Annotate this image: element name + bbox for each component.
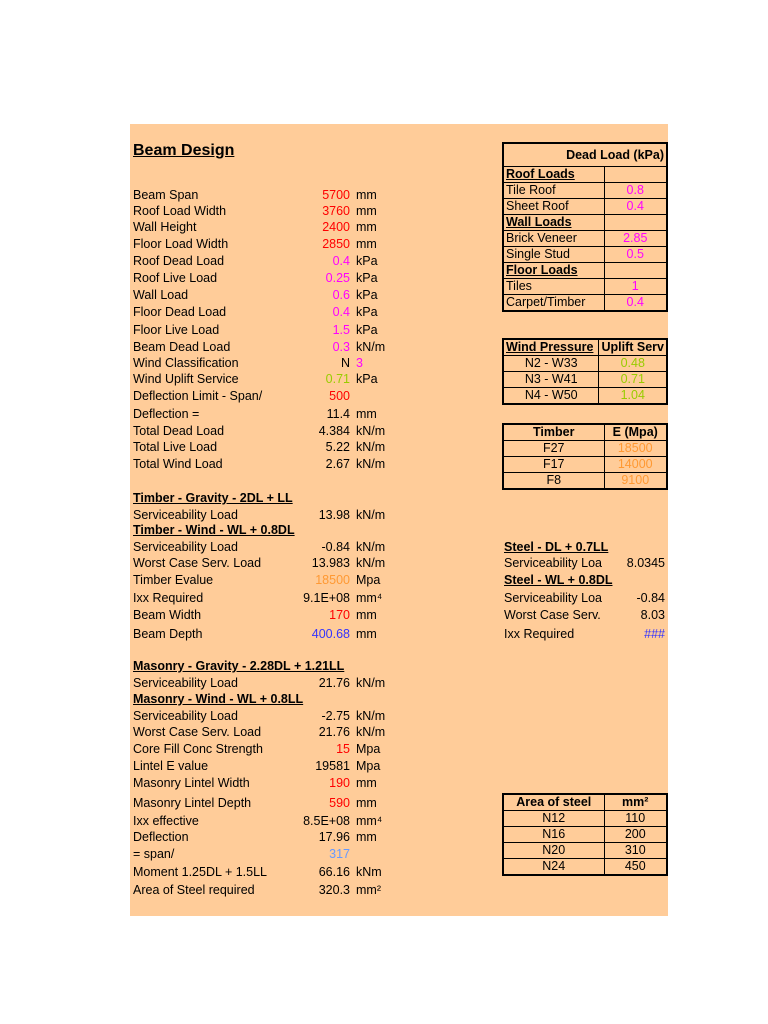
table-cell-label: Floor Loads xyxy=(503,263,604,279)
field-label: Roof Load Width xyxy=(133,204,227,218)
table-cell-label: Roof Loads xyxy=(503,167,604,183)
field-row xyxy=(133,507,413,523)
field-unit: kN/m xyxy=(356,540,386,554)
field-value: 8.0345 xyxy=(626,556,665,570)
table-row xyxy=(503,473,667,490)
field-label: Worst Case Serv. Load xyxy=(133,556,262,570)
timber-e-table xyxy=(502,423,668,490)
table-header-row xyxy=(503,143,667,167)
field-label: Total Wind Load xyxy=(133,457,223,471)
field-row xyxy=(133,253,413,269)
table-row xyxy=(503,356,667,372)
field-label: Deflection xyxy=(133,830,189,844)
field-row xyxy=(133,675,413,691)
table-cell-value: 2.85 xyxy=(604,231,667,247)
field-unit: mm xyxy=(356,830,377,844)
wind-pressure-table xyxy=(502,338,668,405)
table-cell-label: N3 - W41 xyxy=(503,372,599,388)
table-cell-value: 0.48 xyxy=(599,356,667,372)
field-unit: kN/m xyxy=(356,340,386,354)
field-row xyxy=(133,572,413,588)
field-value: 2400 xyxy=(322,220,350,234)
field-value: -0.84 xyxy=(636,591,665,605)
table-row xyxy=(503,372,667,388)
table-cell-value xyxy=(604,167,667,183)
table-cell-label: Carpet/Timber xyxy=(503,295,604,312)
section-header: Timber - Wind - WL + 0.8DL xyxy=(133,523,295,537)
field-row xyxy=(133,439,413,455)
table-header-row xyxy=(503,339,667,356)
field-value: 190 xyxy=(329,776,350,790)
field-value: 13.98 xyxy=(318,508,350,522)
field-row xyxy=(133,626,413,642)
field-unit: mm⁴ xyxy=(356,814,383,828)
field-label: Moment 1.25DL + 1.5LL xyxy=(133,865,267,879)
section-header: Masonry - Wind - WL + 0.8LL xyxy=(133,692,304,706)
table-cell-value xyxy=(604,263,667,279)
field-unit: kN/m xyxy=(356,725,386,739)
table-row xyxy=(503,263,667,279)
field-row xyxy=(133,829,413,845)
table-cell-value: 0.5 xyxy=(604,247,667,263)
field-unit: kPa xyxy=(356,254,378,268)
field-label: Ixx effective xyxy=(133,814,199,828)
table-cell-label: Brick Veneer xyxy=(503,231,604,247)
field-value: 0.6 xyxy=(332,288,350,302)
field-label: Roof Dead Load xyxy=(133,254,225,268)
field-label: Serviceability Load xyxy=(133,676,238,690)
field-value: 66.16 xyxy=(318,865,350,879)
field-row xyxy=(133,388,413,404)
field-unit: kN/m xyxy=(356,676,386,690)
field-unit: mm xyxy=(356,796,377,810)
table-row xyxy=(503,279,667,295)
field-value: 400.68 xyxy=(311,627,350,641)
field-value: 317 xyxy=(329,847,350,861)
table-header-row xyxy=(503,424,667,441)
field-value: 3760 xyxy=(322,204,350,218)
field-row xyxy=(133,203,413,219)
field-unit: mm xyxy=(356,188,377,202)
field-value: 13.983 xyxy=(311,556,350,570)
field-value: 15 xyxy=(336,742,350,756)
field-label: Beam Dead Load xyxy=(133,340,231,354)
field-unit: mm⁴ xyxy=(356,591,383,605)
page-title: Beam Design xyxy=(133,142,235,159)
field-row xyxy=(133,758,413,774)
field-label: Area of Steel required xyxy=(133,883,255,897)
table-cell-label: Sheet Roof xyxy=(503,199,604,215)
field-unit: mm xyxy=(356,204,377,218)
field-value: 5700 xyxy=(322,188,350,202)
field-value: 4.384 xyxy=(318,424,350,438)
field-value: 500 xyxy=(329,389,350,403)
table-cell-value: 0.8 xyxy=(604,183,667,199)
table-cell-value: 0.4 xyxy=(604,295,667,312)
field-unit: kPa xyxy=(356,305,378,319)
table-row xyxy=(503,457,667,473)
table-row xyxy=(503,247,667,263)
field-value: 21.76 xyxy=(318,725,350,739)
field-value: 5.22 xyxy=(325,440,350,454)
table-cell-value: 1 xyxy=(604,279,667,295)
field-label: Lintel E value xyxy=(133,759,209,773)
field-unit: mm xyxy=(356,776,377,790)
table-cell-label: N20 xyxy=(503,843,604,859)
field-label: Floor Load Width xyxy=(133,237,229,251)
field-row xyxy=(133,287,413,303)
field-value: 320.3 xyxy=(318,883,350,897)
field-value: 0.25 xyxy=(325,271,350,285)
table-cell-label: N24 xyxy=(503,859,604,876)
field-row xyxy=(133,371,413,387)
field-value: 8.5E+08 xyxy=(303,814,350,828)
field-value: 19581 xyxy=(315,759,350,773)
table-cell-value: 14000 xyxy=(604,457,667,473)
field-value: -2.75 xyxy=(321,709,350,723)
field-value: 590 xyxy=(329,796,350,810)
table-cell-value: 110 xyxy=(604,811,667,827)
table-cell-value: 9100 xyxy=(604,473,667,490)
field-row xyxy=(133,339,413,355)
field-row xyxy=(133,322,413,338)
field-value: ### xyxy=(644,627,665,641)
table-cell-value: 18500 xyxy=(604,441,667,457)
field-value: 170 xyxy=(329,608,350,622)
table-cell-value xyxy=(604,215,667,231)
field-value: 0.4 xyxy=(332,305,350,319)
field-value: 8.03 xyxy=(640,608,665,622)
field-row xyxy=(133,423,413,439)
field-label: Total Dead Load xyxy=(133,424,225,438)
field-value: 11.4 xyxy=(326,407,350,421)
table-header: Area of steel xyxy=(503,794,604,811)
section-header: Steel - DL + 0.7LL xyxy=(504,540,609,554)
field-unit: mm² xyxy=(356,883,381,897)
field-label: Beam Depth xyxy=(133,627,203,641)
field-value: 0.4 xyxy=(332,254,350,268)
field-unit: kN/m xyxy=(356,424,386,438)
field-label: Roof Live Load xyxy=(133,271,218,285)
section-header: Masonry - Gravity - 2.28DL + 1.21LL xyxy=(133,659,345,673)
table-cell-label: Wall Loads xyxy=(503,215,604,231)
field-value: -0.84 xyxy=(321,540,350,554)
field-label: Wind Uplift Service xyxy=(133,372,239,386)
table-row xyxy=(503,295,667,312)
field-label: = span/ xyxy=(133,847,175,861)
section-header: Timber - Gravity - 2DL + LL xyxy=(133,491,293,505)
field-unit: kNm xyxy=(356,865,382,879)
table-header: Uplift Serv xyxy=(599,339,667,356)
field-row xyxy=(133,539,413,555)
field-row xyxy=(133,355,413,371)
field-row xyxy=(504,590,668,606)
field-row xyxy=(504,555,668,571)
table-cell-value: 310 xyxy=(604,843,667,859)
field-label: Beam Width xyxy=(133,608,202,622)
field-value: 2.67 xyxy=(325,457,350,471)
table-row xyxy=(503,811,667,827)
table-row xyxy=(503,388,667,405)
field-unit: mm xyxy=(356,220,377,234)
table-row xyxy=(503,215,667,231)
field-row xyxy=(133,456,413,472)
field-label: Wall Height xyxy=(133,220,197,234)
table-cell-label: Single Stud xyxy=(503,247,604,263)
table-cell-label: N4 - W50 xyxy=(503,388,599,405)
field-label: Ixx Required xyxy=(504,627,575,641)
dead-load-table xyxy=(502,142,668,312)
table-row xyxy=(503,183,667,199)
field-unit: kN/m xyxy=(356,440,386,454)
field-label: Worst Case Serv. xyxy=(504,608,601,622)
field-value: 0.3 xyxy=(332,340,350,354)
field-row xyxy=(133,607,413,623)
field-row xyxy=(133,813,413,829)
field-label: Total Live Load xyxy=(133,440,218,454)
field-label: Serviceability Load xyxy=(133,709,238,723)
field-label: Serviceability Loa xyxy=(504,591,602,605)
field-row xyxy=(133,406,413,422)
field-row xyxy=(133,708,413,724)
field-unit: Mpa xyxy=(356,742,381,756)
area-of-steel-table xyxy=(502,793,668,876)
field-label: Serviceability Load xyxy=(133,508,238,522)
table-row xyxy=(503,859,667,876)
table-cell-label: Tiles xyxy=(503,279,604,295)
field-row xyxy=(133,270,413,286)
field-value: 1.5 xyxy=(332,323,350,337)
field-value: 17.96 xyxy=(318,830,350,844)
table-cell-value: 200 xyxy=(604,827,667,843)
table-cell-label: N12 xyxy=(503,811,604,827)
table-header: Wind Pressure xyxy=(503,339,599,356)
field-value: 21.76 xyxy=(318,676,350,690)
field-row xyxy=(133,236,413,252)
field-row xyxy=(504,626,668,642)
field-label: Deflection = xyxy=(133,407,200,421)
field-value: 18500 xyxy=(315,573,350,587)
table-cell-value: 0.4 xyxy=(604,199,667,215)
field-label: Serviceability Load xyxy=(133,540,238,554)
field-unit: mm xyxy=(356,407,377,421)
field-unit: kPa xyxy=(356,271,378,285)
section-header: Steel - WL + 0.8DL xyxy=(504,573,613,587)
field-row xyxy=(133,724,413,740)
table-cell-label: F27 xyxy=(503,441,604,457)
field-unit: mm xyxy=(356,627,377,641)
field-label: Masonry Lintel Width xyxy=(133,776,250,790)
field-row xyxy=(133,187,413,203)
field-unit: mm xyxy=(356,608,377,622)
field-label: Floor Dead Load xyxy=(133,305,227,319)
field-label: Timber Evalue xyxy=(133,573,214,587)
field-unit: mm xyxy=(356,237,377,251)
field-value: N xyxy=(340,356,350,370)
table-cell-label: N2 - W33 xyxy=(503,356,599,372)
table-row xyxy=(503,167,667,183)
field-unit: kN/m xyxy=(356,508,386,522)
field-label: Serviceability Loa xyxy=(504,556,602,570)
table-row xyxy=(503,843,667,859)
field-unit: kN/m xyxy=(356,556,386,570)
field-row xyxy=(133,304,413,320)
field-label: Masonry Lintel Depth xyxy=(133,796,252,810)
field-label: Floor Live Load xyxy=(133,323,220,337)
table-cell-label: Tile Roof xyxy=(503,183,604,199)
field-label: Wall Load xyxy=(133,288,189,302)
field-row xyxy=(133,590,413,606)
field-value: 2850 xyxy=(322,237,350,251)
field-unit: Mpa xyxy=(356,759,381,773)
field-unit: kPa xyxy=(356,323,378,337)
table-cell-label: F17 xyxy=(503,457,604,473)
table-row xyxy=(503,199,667,215)
field-row xyxy=(133,741,413,757)
table-row xyxy=(503,441,667,457)
field-label: Wind Classification xyxy=(133,356,239,370)
field-label: Core Fill Conc Strength xyxy=(133,742,263,756)
table-cell-value: 1.04 xyxy=(599,388,667,405)
field-row xyxy=(133,775,413,791)
field-row xyxy=(133,882,413,898)
field-unit: kN/m xyxy=(356,709,386,723)
field-row xyxy=(133,555,413,571)
field-unit: kPa xyxy=(356,288,378,302)
field-value: 9.1E+08 xyxy=(303,591,350,605)
table-header: mm² xyxy=(604,794,667,811)
field-row xyxy=(133,219,413,235)
field-row xyxy=(133,846,413,862)
field-value: 0.71 xyxy=(325,372,350,386)
field-unit: kPa xyxy=(356,372,378,386)
table-row xyxy=(503,231,667,247)
field-label: Worst Case Serv. Load xyxy=(133,725,262,739)
table-cell-value: 0.71 xyxy=(599,372,667,388)
table-header: E (Mpa) xyxy=(604,424,667,441)
table-cell-value: 450 xyxy=(604,859,667,876)
table-header: Dead Load (kPa) xyxy=(503,143,667,167)
field-unit: 3 xyxy=(356,356,363,370)
table-row xyxy=(503,827,667,843)
field-unit: kN/m xyxy=(356,457,386,471)
field-unit: Mpa xyxy=(356,573,381,587)
table-header: Timber xyxy=(503,424,604,441)
field-row xyxy=(133,864,413,880)
table-cell-label: N16 xyxy=(503,827,604,843)
table-header-row xyxy=(503,794,667,811)
field-label: Deflection Limit - Span/ xyxy=(133,389,263,403)
table-cell-label: F8 xyxy=(503,473,604,490)
field-row xyxy=(133,795,413,811)
field-label: Beam Span xyxy=(133,188,199,202)
field-label: Ixx Required xyxy=(133,591,204,605)
field-row xyxy=(504,607,668,623)
